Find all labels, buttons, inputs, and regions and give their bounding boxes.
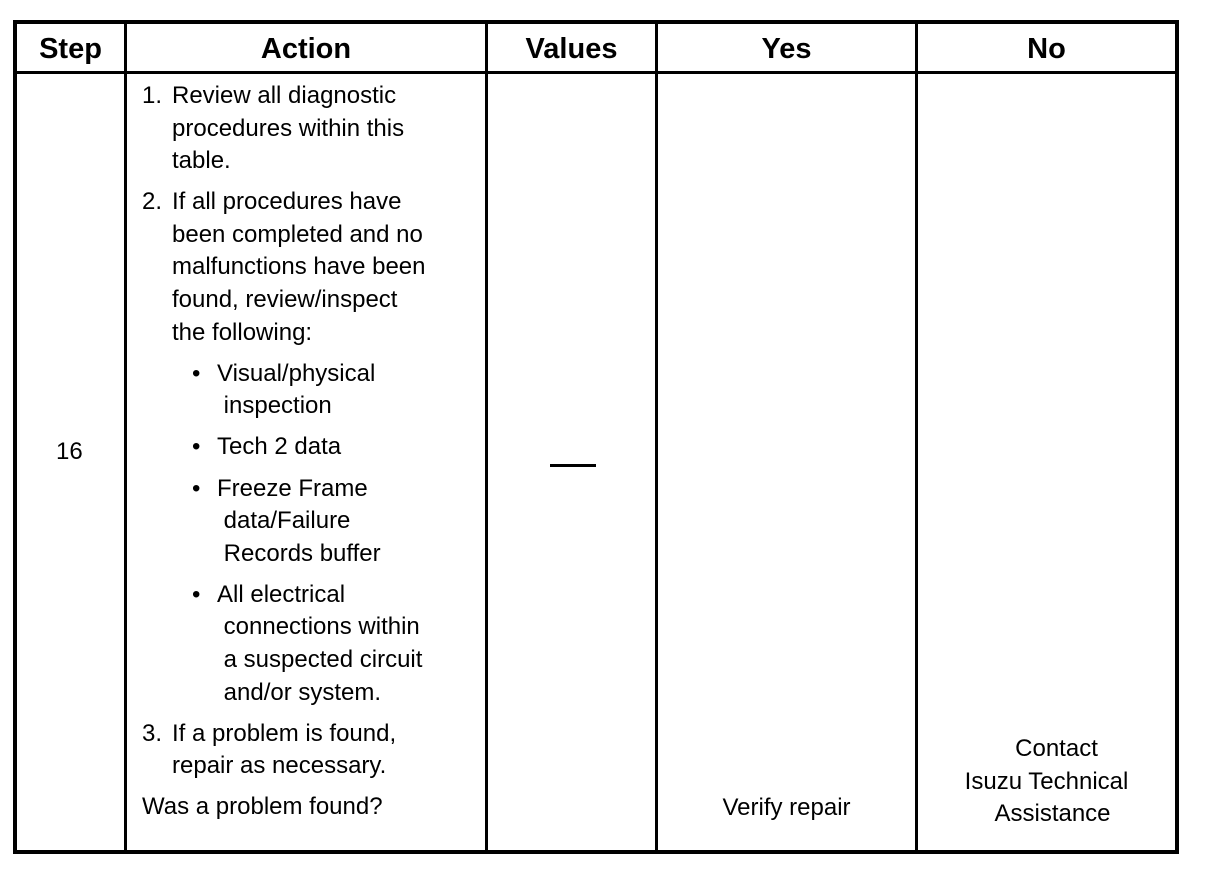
bullet-text: Freeze Frame data/Failure Records buffer (217, 474, 381, 567)
action-item-3 (142, 718, 492, 783)
header-divider (17, 71, 1175, 74)
action-item-2 (142, 186, 492, 349)
action-question (142, 791, 492, 824)
question-text: Was a problem found? (142, 793, 383, 821)
no-result: Contact Isuzu Technical Assistance (964, 735, 1129, 828)
action-item-1 (142, 80, 492, 178)
header-values: Values (525, 33, 618, 65)
bullet-icon: • (192, 474, 201, 502)
bullet-item (142, 358, 492, 423)
values-dash (550, 464, 596, 467)
item-text: If a problem is found, repair as necessary. (172, 719, 397, 780)
bullet-item (142, 473, 492, 571)
header-step: Step (39, 33, 102, 65)
yes-result: Verify repair (722, 794, 851, 821)
header-yes: Yes (761, 33, 812, 65)
bullet-icon: • (192, 359, 201, 387)
column-divider (655, 24, 658, 850)
action-cell (142, 80, 492, 833)
header-no: No (1027, 33, 1066, 65)
bullet-text: Tech 2 data (217, 433, 342, 461)
diagnostic-table (13, 20, 1179, 854)
bullet-icon: • (192, 580, 201, 608)
bullet-item (142, 579, 492, 709)
step-number: 16 (56, 438, 83, 465)
bullet-text: All electrical connections within a suspected circuit and/or system. (217, 580, 423, 706)
item-number: 1. (142, 82, 163, 109)
bullet-text: Visual/physical inspection (217, 359, 376, 420)
item-text: Review all diagnostic procedures within this table. (172, 82, 405, 175)
column-divider (915, 24, 918, 850)
item-number: 2. (142, 188, 163, 216)
item-text: If all procedures have been completed and no malfunctions have been found, review/inspect the following: (172, 188, 426, 346)
item-number: 3. (142, 719, 163, 747)
bullet-icon: • (192, 433, 201, 461)
column-divider (124, 24, 127, 850)
header-action: Action (260, 33, 352, 65)
bullet-item (142, 431, 492, 464)
